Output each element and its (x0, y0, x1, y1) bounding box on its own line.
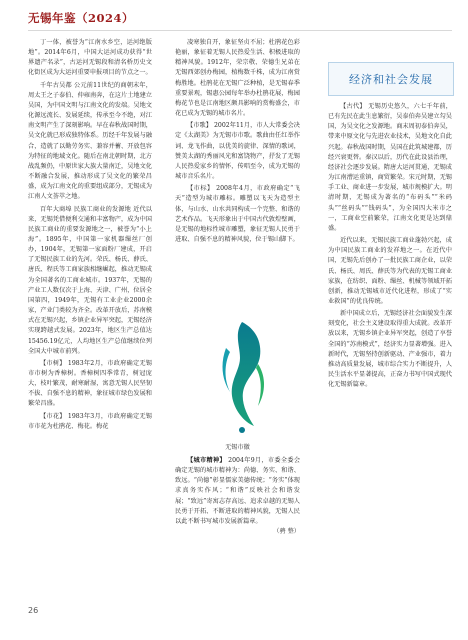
paragraph-city-song: 【市歌】 2002年11月，市人大常委会决定《太湖美》为无锡市市歌。歌曲由任红举作词、龙飞作曲，以优美的旋律、深情的歌词，赞美太湖的秀丽风光和富饶物产，抒发了无锡人民热爱家乡的情怀，传唱至今，成为无锡的城市音乐名片。 (175, 122, 300, 181)
column-middle-lower (175, 456, 300, 537)
emblem-caption: 无锡市徽 (225, 444, 250, 451)
tag-label: 【城市精神】 (187, 457, 226, 464)
paragraph: 百年大商埠 民族工商业的发源地 近代以来，无锡凭借便利交通和丰富物产，成为中国民族工商业的重要发源地之一，被誉为“小上海”。1895年，中国第一家机器缫丝厂创办，1904年，无锡第一家面粉厂建成，开启了无锡民族工业的先河。荣氏、杨氏、薛氏、唐氏、程氏等工商家族相继崛起，推动无锡成为全国著名的工商业城市。1937年，无锡的产业工人数仅次于上海、天津、广州，位居全国第四，1949年，无锡有工业企业2000余家，产业门类较为齐全。改革开放后，苏南模式在无锡兴起，乡镇企业异军突起，无锡经济实现跨越式发展。2023年，地区生产总值达15456.19亿元，人均地区生产总值继续位列全国大中城市前列。 (28, 205, 152, 355)
city-emblem-icon (204, 318, 280, 438)
page-number: 26 (28, 606, 39, 615)
column-left (28, 38, 152, 432)
column-middle (175, 38, 300, 245)
header-divider (28, 30, 452, 31)
paragraph: 凌寒独自开，象征坚贞不屈；杜鹃花色彩艳丽，象征着无锡人民热爱生活、积极进取的精神风貌。1912年，荣宗敬、荣德生兄弟在无锡西郊创办梅园，植梅数千株，成为江南赏梅胜地。杜鹃花在无锡广泛种植，是无锡春季重要景观，锡惠公园每年举办杜鹃花展，梅园梅花节也是江南地区颇具影响的赏梅盛会，市花已成为无锡的城市名片。 (175, 39, 300, 118)
paragraph-city-tree: 【市树】 1983年2月，市政府确定无锡市市树为香樟树。香樟树四季常青，树冠庞大，枝叶繁茂，耐寒耐湿，寓意无锡人民坚韧不拔、自强不息的精神，象征城市绿色发展和繁荣昌盛。 (28, 359, 152, 408)
paragraph: 千年古吴都 公元前11世纪的商朝末年，周太王之子泰伯、仲雍南奔，在这片土地建立吴国，为中国文明与江南文化的发端。吴地文化源远流长、发展延续，传承至今不绝，对江南文明产生了深刻影响。早在春秋战国时期，吴文化就已形成独特体系。历经千年发展与融合，造就了以勤劳务实、兼容并蓄、开放包容为特征的地域文化。随后在南北朝时期，北方战乱频仍，中原世家大族大量南迁，吴地文化不断融合发展，推动形成了吴文化的繁荣昌盛，成为江南文化的重要组成部分，无锡成为江南人文荟萃之地。 (28, 81, 152, 201)
paragraph: 丁一体，被誉为“江南水乡空，运河绝版地”。2014年6月，中国大运河成功获得“世界遗产名录”，古运河无锡段和清名桥历史文化街区成为大运河重要申报项目的节点之一。 (28, 39, 152, 77)
paragraph-city-landmark: 【市标】 2008年4月，市政府确定“飞天”造型为城市雕标。雕塑以飞天为造型主体，与山水、山水共同构成一个完整、和谐的艺术作品。飞天形象出于中国古代敦煌壁画，是无锡的地标性城市雕塑，象征无锡人民勇于进取、自强不息的精神风貌，位于锡山脚下。 (175, 185, 300, 243)
column-right (328, 102, 452, 390)
paragraph: 近代以来，无锡民族工商业蓬勃兴起，成为中国民族工商业的发祥地之一。在近代中国，无锡先后创办了一批民族工商企业，以荣氏、杨氏、周氏、薛氏等为代表的无锡工商业家族，在纺织、面粉、缫丝、机械等领域开拓创新，推动无锡城市近代化进程，形成了“实业救国”的优良传统。 (328, 237, 452, 305)
paragraph-city-flower: 【市花】 1983年3月，市政府确定无锡市市花为杜鹃花、梅花。梅花 (28, 412, 152, 430)
editor-signature: （骋 整） (273, 528, 300, 536)
paragraph: 【城市精神】 2004年9月，市委全委会确定无锡的城市精神为：尚德、务实、和谐、致远。“尚德”彰显儒家美德传统；“务实”体现求真务实作风；“和谐”反映社会和谐发展；“致远”寄寓志存高远、追求卓越的无锡人民勇于开拓、不断进取的精神风貌，无锡人民以此不断书写城市发展新篇章。 (175, 457, 301, 525)
section-title: 经济和社会发展 (328, 62, 454, 96)
paragraph-ancient: 【古代】 无锡历史悠久，六七千年前，已有先民在此生息繁衍，吴泰伯奔吴建立勾吴国，为吴文化之发源地。商末周初泰伯奔吴，带来中原文化与先进农业技术，吴地文化自此兴起。春秋战国时期，吴国在此筑城建都，历经兴衰更替。秦汉以后，历代在此设县治理，经济社会逐步发展。隋唐大运河贯通，无锡成为江南漕运重镇，商贸繁荣。宋元时期，无锡手工业、商业进一步发展，城市规模扩大。明清时期，无锡成为著名的“布码头”“米码头”“丝码头”“钱码头”，为全国四大米市之一，工商业空前繁荣，江南文化更是达到鼎盛。 (328, 103, 452, 232)
yearbook-header: 无锡年鉴（2024） (28, 11, 135, 25)
paragraph: 新中国成立后，无锡经济社会面貌发生深刻变化，社会主义建设取得重大成就。改革开放以来，无锡乡镇企业异军突起，创造了享誉全国的“苏南模式”，经济实力显著增强。进入新时代，无锡坚持创新驱动、产业强市，着力推动高质量发展，城市综合实力不断提升，人民生活水平显著提高，正奋力书写中国式现代化无锡新篇章。 (328, 310, 452, 389)
city-emblem-image (204, 318, 280, 438)
